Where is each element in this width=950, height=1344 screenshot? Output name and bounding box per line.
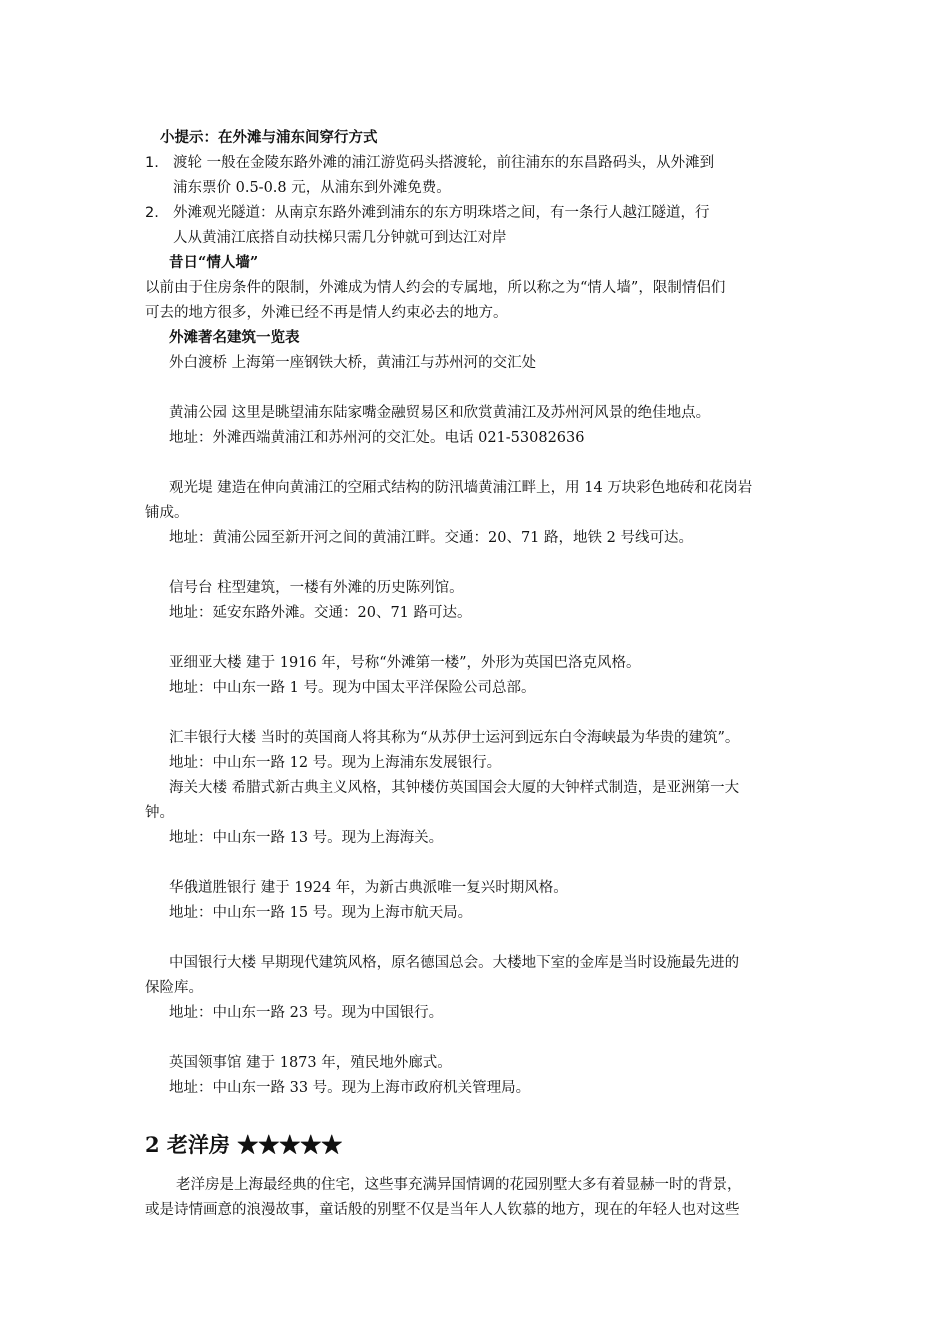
love-wall-line2: 可去的地方很多，外滩已经不再是情人约束必去的地方。 — [145, 305, 508, 321]
building-address: 地址：延安东路外滩。交通：20、71 路可达。 — [169, 605, 472, 621]
tip-item-1-line2: 浦东票价 0.5-0.8 元，从浦东到外滩免费。 — [173, 180, 451, 196]
building-address: 地址：外滩西端黄浦江和苏州河的交汇处。电话 021-53082636 — [169, 430, 585, 446]
tip-item-2-number: 2. — [145, 205, 159, 221]
building-line: 观光堤 建造在伸向黄浦江的空厢式结构的防汛墙黄浦江畔上，用 14 万块彩色地砖和花岗岩 — [169, 480, 753, 496]
building-line: 铺成。 — [145, 505, 189, 521]
section-2-heading: 2 老洋房 ★★★★★ — [145, 1132, 343, 1157]
building-line: 亚细亚大楼 建于 1916 年，号称“外滩第一楼”，外形为英国巴洛克风格。 — [169, 655, 641, 671]
building-address: 地址：中山东一路 23 号。现为中国银行。 — [169, 1005, 444, 1021]
building-line: 华俄道胜银行 建于 1924 年，为新古典派唯一复兴时期风格。 — [169, 880, 568, 896]
tip-title: 小提示：在外滩与浦东间穿行方式 — [160, 129, 378, 146]
building-line: 信号台 柱型建筑，一楼有外滩的历史陈列馆。 — [169, 580, 464, 596]
tip-item-2-line1: 外滩观光隧道：从南京东路外滩到浦东的东方明珠塔之间，有一条行人越江隧道，行 — [173, 205, 710, 221]
building-line: 保险库。 — [145, 980, 203, 996]
building-address: 地址：黄浦公园至新开河之间的黄浦江畔。交通：20、71 路，地铁 2 号线可达。 — [169, 530, 693, 546]
building-line: 英国领事馆 建于 1873 年，殖民地外廊式。 — [169, 1055, 452, 1071]
buildings-title: 外滩著名建筑一览表 — [169, 329, 300, 346]
building-line: 中国银行大楼 早期现代建筑风格，原名德国总会。大楼地下室的金库是当时设施最先进的 — [169, 955, 740, 971]
tip-item-1-number: 1. — [145, 155, 159, 171]
tip-item-1-line1: 渡轮 一般在金陵东路外滩的浦江游览码头搭渡轮，前往浦东的东昌路码头，从外滩到 — [173, 155, 715, 171]
building-line: 海关大楼 希腊式新古典主义风格，其钟楼仿英国国会大厦的大钟样式制造，是亚洲第一大 — [169, 780, 740, 796]
building-line: 汇丰银行大楼 当时的英国商人将其称为“从苏伊士运河到远东白令海峡最为华贵的建筑”。 — [169, 730, 740, 746]
building-address: 地址：中山东一路 12 号。现为上海浦东发展银行。 — [169, 755, 502, 771]
section-2-line1: 老洋房是上海最经典的住宅，这些事充满异国情调的花园别墅大多有着显赫一时的背景， — [176, 1177, 742, 1193]
tip-item-2 — [145, 203, 710, 223]
love-wall-title: 昔日“情人墙” — [169, 254, 259, 271]
tip-item-1 — [145, 153, 714, 173]
building-line: 钟。 — [145, 805, 174, 821]
section-2-line2: 或是诗情画意的浪漫故事，童话般的别墅不仅是当年人人钦慕的地方，现在的年轻人也对这些 — [145, 1202, 740, 1218]
building-address: 地址：中山东一路 33 号。现为上海市政府机关管理局。 — [169, 1080, 531, 1096]
love-wall-line1: 以前由于住房条件的限制，外滩成为情人约会的专属地，所以称之为“情人墙”，限制情侣们 — [145, 280, 726, 296]
building-address: 地址：中山东一路 13 号。现为上海海关。 — [169, 830, 444, 846]
building-address: 地址：中山东一路 1 号。现为中国太平洋保险公司总部。 — [169, 680, 536, 696]
tip-item-2-line2: 人从黄浦江底搭自动扶梯只需几分钟就可到达江对岸 — [173, 230, 507, 246]
building-line: 外白渡桥 上海第一座钢铁大桥，黄浦江与苏州河的交汇处 — [169, 355, 537, 371]
building-line: 黄浦公园 这里是眺望浦东陆家嘴金融贸易区和欣赏黄浦江及苏州河风景的绝佳地点。 — [169, 405, 711, 421]
building-address: 地址：中山东一路 15 号。现为上海市航天局。 — [169, 905, 473, 921]
